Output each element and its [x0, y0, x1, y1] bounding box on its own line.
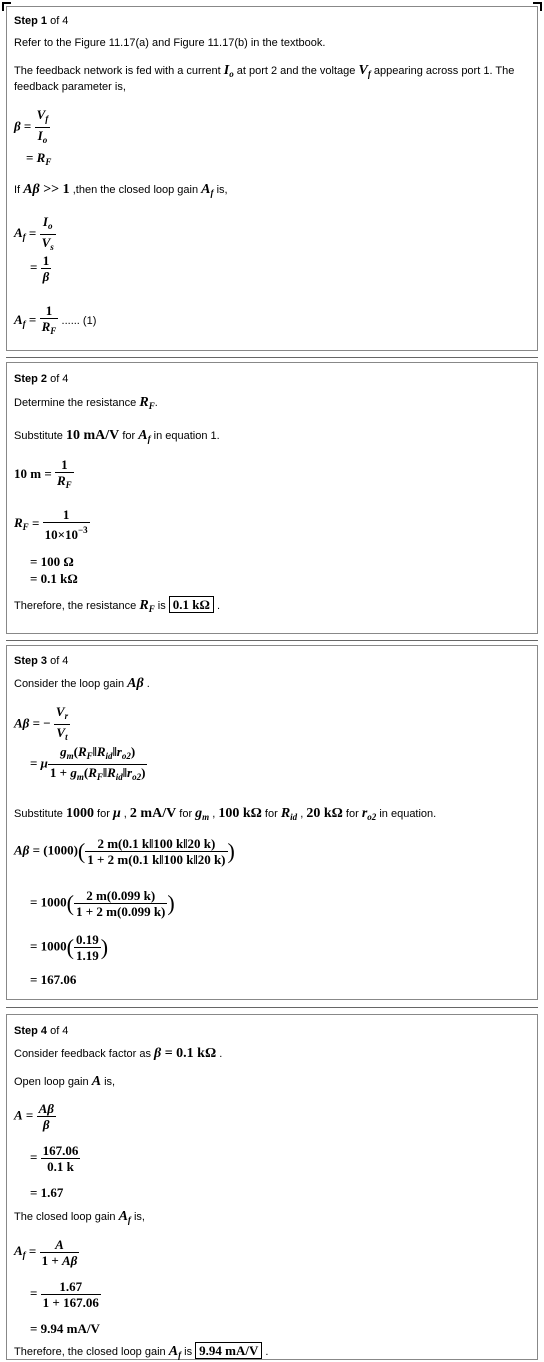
step-2-eq-0.1k: = 0.1 kΩ	[30, 571, 78, 586]
step-1-text-2: The feedback network is fed with a current $I_o$ at port 2 and the voltage $V_f$ appearing across port 1. The	[14, 63, 515, 79]
step-1-text-4: If Aβ >> 1 ,then the closed loop gain $A_f$ is,	[14, 182, 228, 198]
step-1-text-3: feedback parameter is,	[14, 81, 126, 93]
step-2-heading: Step 2 of 4	[14, 373, 69, 385]
step-1-heading: Step 1 of 4	[14, 15, 69, 27]
step-3-eq-ratio: = 1000( $\frac{0.19}{1.19}$ )	[30, 932, 109, 963]
step-4-eq-a-result: = 1.67	[30, 1185, 64, 1200]
step-3-panel	[6, 645, 538, 1000]
step-2-panel	[6, 362, 538, 634]
step-4-eq-a-num: = $\frac{167.06}{0.1 k}$	[30, 1143, 79, 1174]
step-2-conclusion: Therefore, the resistance $R_F$ is 0.1 kΩ .	[14, 597, 221, 614]
step-2-text-2: Substitute 10 mA/V for $A_f$ in equation 1.	[14, 428, 220, 444]
step-1-eq-beta: β = $\frac{V_f}{I_o}$	[14, 107, 49, 145]
step-4-text-1: Consider feedback factor as β = 0.1 kΩ .	[14, 1046, 223, 1061]
step-1-eq-af: $A_f$ = $\frac{I_o}{V_s}$	[14, 214, 54, 252]
step-2-eq-rf: $R_F$ = $\frac{1}{10\times 10^{-3}}$	[14, 507, 88, 542]
separator	[6, 1007, 538, 1008]
step-3-text-1: Consider the loop gain Aβ .	[14, 676, 150, 691]
step-3-eq-0.099: = 1000( $\frac{2 m(0.099 k)}{1 + 2 m(0.099 k)}$ )	[30, 888, 175, 919]
step-4-text-3: The closed loop gain $A_f$ is,	[14, 1209, 145, 1225]
step-3-eq-result: = 167.06	[30, 972, 77, 987]
step-4-eq-af-result: = 9.94 mA/V	[30, 1321, 100, 1336]
step-2-eq-100: = 100 Ω	[30, 554, 74, 569]
step-3-eq-sub: Aβ = (1000)( $\frac{2 m(0.1 k‖100 k‖20 k)}{1 + 2 m(0.1 k‖100 k‖20 k)}$ )	[14, 836, 235, 867]
step-3-heading: Step 3 of 4	[14, 655, 69, 667]
step-1-text-1: Refer to the Figure 11.17(a) and Figure 11.17(b) in the textbook.	[14, 37, 326, 49]
step-2-answer-box: 0.1 kΩ	[169, 596, 214, 613]
step-2-eq-10m: 10 m = $\frac{1}{R_F}$	[14, 457, 72, 490]
step-3-eq-ab: Aβ = − $\frac{V_r}{V_t}$	[14, 704, 69, 742]
separator	[6, 357, 538, 358]
step-4-eq-af-num: = $\frac{1.67}{1 + 167.06}$	[30, 1279, 99, 1310]
step-3-eq-mu: = μ $\frac{g_m(R_F‖R_{id}‖r_{o2})}{1 + g_m(R_F‖R_{id}‖r_{o2})}$	[30, 744, 146, 782]
step-2-text-1: Determine the resistance $R_F$.	[14, 395, 158, 411]
step-4-answer-box: 9.94 mA/V	[195, 1342, 262, 1359]
step-1-panel	[6, 6, 538, 351]
step-4-panel	[6, 1014, 538, 1360]
step-4-text-2: Open loop gain A is,	[14, 1074, 116, 1089]
separator	[6, 640, 538, 641]
step-4-heading: Step 4 of 4	[14, 1025, 69, 1037]
step-4-eq-a: A = $\frac{A\beta}{\beta}$	[14, 1101, 54, 1132]
step-1-eq-beta-rf: = $R_F$	[26, 150, 52, 167]
step-3-text-2: Substitute 1000 for μ , 2 mA/V for $g_m$ , 100 kΩ for $R_{id}$ , 20 kΩ for $r_{o2}$ in equation.	[14, 806, 437, 822]
step-1-eq-af-beta: = $\frac{1}{\beta}$	[30, 253, 50, 284]
step-4-eq-af: $A_f$ = $\frac{A}{1 + A\beta}$	[14, 1237, 78, 1268]
step-4-conclusion: Therefore, the closed loop gain $A_f$ is 9.94 mA/V .	[14, 1343, 269, 1360]
step-1-eq-1: $A_f$ = $\frac{1}{R_F}$ ...... (1)	[14, 303, 97, 336]
